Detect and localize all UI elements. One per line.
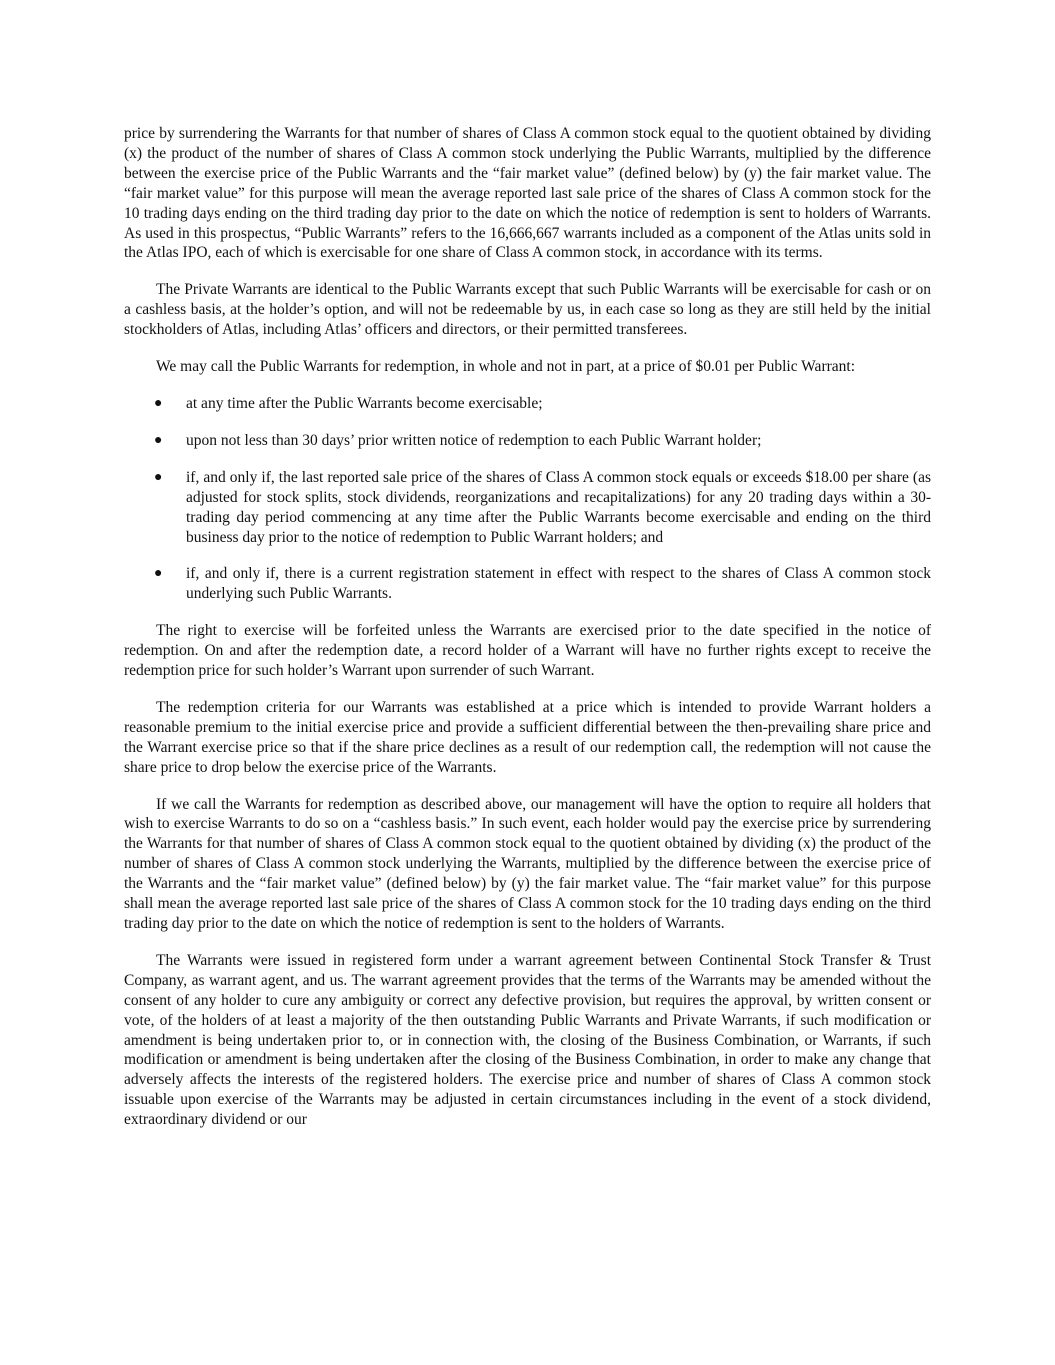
- paragraph-redemption-criteria: The redemption criteria for our Warrants was established at a price which is intended to provide Warrant holders a reasonable premium to the initial exercise price and provide a sufficient differential between the then-prevailing share price and the Warrant exercise price so that if the share price declines as a result of our redemption call, the redemption will not cause the share price to drop below the exercise price of the Warrants.: [124, 698, 931, 776]
- list-item-text: upon not less than 30 days’ prior written notice of redemption to each Public Warrant holder;: [186, 431, 762, 449]
- list-item: [124, 564, 931, 604]
- paragraph-cashless-exercise-continued: price by surrendering the Warrants for that number of shares of Class A common stock equal to the quotient obtained by dividing (x) the product of the number of shares of Class A common stock underlying the Public Warrants, multiplied by the difference between the exercise price of the Public Warrants and the “fair market value” (defined below) by (y) the fair market value. The “fair market value” for this purpose will mean the average reported last sale price of the shares of Class A common stock for the 10 trading days ending on the third trading day prior to the date on which the notice of redemption is sent to holders of Warrants. As used in this prospectus, “Public Warrants” refers to the 16,666,667 warrants included as a component of the Atlas units sold in the Atlas IPO, each of which is exercisable for one share of Class A common stock, in accordance with its terms.: [124, 125, 931, 262]
- paragraph-warrant-agreement: The Warrants were issued in registered form under a warrant agreement between Continental Stock Transfer & Trust Company, as warrant agent, and us. The warrant agreement provides that the terms of the Warrants may be amended without the consent of any holder to cure any ambiguity or correct any defective provision, but requires the approval, by written consent or vote, of the holders of at least a majority of the then outstanding Public Warrants and Private Warrants, if such modification or amendment is being undertaken prior to, or in connection with, the closing of the Business Combination, or Warrants, if such modification or amendment is being undertaken after the closing of the Business Combination, in order to make any change that adversely affects the interests of the registered holders. The exercise price and number of shares of Class A common stock issuable upon exercise of the Warrants may be adjusted in certain circumstances including in the event of a stock dividend, extraordinary dividend or our: [124, 951, 931, 1129]
- paragraph-redemption-call: We may call the Public Warrants for redemption, in whole and not in part, at a price of $0.01 per Public Warrant:: [156, 358, 856, 376]
- bullet-icon: ●: [154, 432, 163, 448]
- paragraph-right-to-exercise: The right to exercise will be forfeited unless the Warrants are exercised prior to the date specified in the notice of redemption. On and after the redemption date, a record holder of a Warrant will have no further rights except to receive the redemption price for such holder’s Warrant upon surrender of such Warrant.: [124, 622, 931, 680]
- redemption-conditions-list: [124, 394, 931, 604]
- bullet-icon: ●: [154, 469, 163, 485]
- bullet-icon: ●: [154, 395, 163, 411]
- list-item-text: if, and only if, there is a current registration statement in effect with respect to the shares of Class A common stock underlying such Public Warrants.: [186, 565, 931, 603]
- list-item: [124, 431, 931, 451]
- list-item-text: if, and only if, the last reported sale price of the shares of Class A common stock equals or exceeds $18.00 per share (as adjusted for stock splits, stock dividends, reorganizations and recapitalizations) for any 20 trading days within a 30-trading day period commencing at any time after the Public Warrants become exercisable and ending on the third business day prior to the notice of redemption to Public Warrant holders; and: [186, 468, 931, 546]
- document-page: [124, 124, 931, 1147]
- bullet-icon: ●: [154, 566, 163, 582]
- list-item: [124, 468, 931, 548]
- paragraph-private-warrants: The Private Warrants are identical to the Public Warrants except that such Public Warrants will be exercisable for cash or on a cashless basis, at the holder’s option, and will not be redeemable by us, in each case so long as they are still held by the initial stockholders of Atlas, including Atlas’ officers and directors, or their permitted transferees.: [124, 281, 931, 339]
- list-item-text: at any time after the Public Warrants become exercisable;: [186, 394, 543, 412]
- list-item: [124, 394, 931, 414]
- paragraph-cashless-basis: If we call the Warrants for redemption as described above, our management will have the option to require all holders that wish to exercise Warrants to do so on a “cashless basis.” In such event, each holder would pay the exercise price by surrendering the Warrants for that number of shares of Class A common stock equal to the quotient obtained by dividing (x) the product of the number of shares of Class A common stock underlying the Warrants, multiplied by the difference between the exercise price of the Warrants and the “fair market value” (defined below) by (y) the fair market value. The “fair market value” for this purpose shall mean the average reported last sale price of the shares of Class A common stock for the 10 trading days ending on the third trading day prior to the date on which the notice of redemption is sent to the holders of Warrants.: [124, 795, 931, 932]
